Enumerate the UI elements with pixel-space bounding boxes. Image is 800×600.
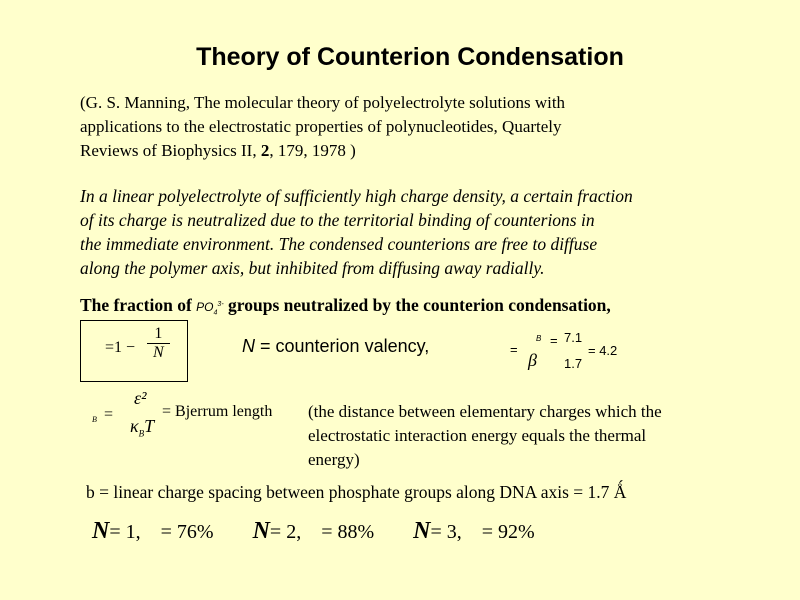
result-n2-val: = 2, [269,521,302,543]
xi-sub: B [536,334,542,343]
reference-line-1: (G. S. Manning, The molecular theory of polyelectrolyte solutions with [80,93,566,112]
fraction-intro-before: The fraction of [80,295,197,315]
fraction-lhs: =1 − [105,339,136,356]
po4-base: PO [196,300,214,314]
xi-mid-eq: = [550,333,558,348]
reference-citation [80,91,565,163]
result-n1-fraction: = 76% [160,521,214,543]
xi-result: = 4.2 [588,343,618,358]
result-n1-var: N [92,518,110,544]
paragraph-line-3: the immediate environment. The condensed counterions are free to diffuse [80,234,598,254]
po4-sup: 3- [217,301,224,308]
fraction-intro-after: groups neutralized by the counterion condensation, [223,295,611,315]
condensation-results [92,518,569,545]
bjerrum-note-line-2: electrostatic interaction energy equals the thermal [308,426,647,445]
bjerrum-fraction-bar [130,410,166,411]
b-definition: b = linear charge spacing between phosphate groups along DNA axis = 1.7 Ǻ [86,482,627,502]
bjerrum-label: = Bjerrum length [162,403,273,420]
result-n2-var: N [252,518,270,544]
bjerrum-sub: B [92,415,97,424]
n-variable: N [242,336,255,356]
result-n1-val: = 1, [109,521,141,543]
xi-den-val: 1.7 [564,356,583,371]
paragraph-line-2: of its charge is neutralized due to the territorial binding of counterions in [80,210,595,230]
fraction-numerator: 1 [147,325,170,344]
reference-line-2: applications to the electrostatic properties of polynucleotides, Quartely [80,117,562,136]
xi-num-val: 7.1 [564,330,583,345]
temperature: T [144,416,155,436]
po4-formula [196,300,224,317]
paragraph-line-1: In a linear polyelectrolyte of sufficiently high charge density, a certain fraction [80,186,633,206]
po4-sub: 4 [213,309,218,317]
n-definition-text: = counterion valency, [255,336,430,356]
kappa-sub: B [138,428,145,439]
result-n2-fraction: = 88% [321,521,375,543]
paragraph-line-4: along the polymer axis, but inhibited from diffusing away radially. [80,258,545,278]
xi-eq: = [510,342,518,357]
fraction-intro [80,295,611,316]
xi-beta: β [528,350,537,370]
reference-volume: 2 [260,141,270,160]
description-paragraph [80,184,633,280]
bjerrum-eq: = [104,406,114,423]
bjerrum-note [308,400,662,472]
result-n3-var: N [413,518,431,544]
kappa: κ [130,416,139,436]
bjerrum-denominator [130,416,154,439]
result-n3-fraction: = 92% [481,521,535,543]
fraction-equation-box [80,320,188,382]
reference-journal: Reviews of Biophysics II, [80,141,261,160]
fraction-denominator: N [153,344,164,361]
slide-title: Theory of Counterion Condensation [196,43,624,71]
bjerrum-note-line-1: (the distance between elementary charges which the [308,402,662,421]
fraction-1-over-n [147,325,170,362]
result-n2 [253,518,375,545]
result-n3 [413,518,535,545]
bjerrum-note-line-3: energy) [308,450,360,469]
reference-pages: , 179, 1978 ) [269,141,356,160]
n-definition [242,336,429,357]
result-n1 [92,518,214,545]
result-n3-val: = 3, [430,521,462,543]
bjerrum-numerator: ε² [134,388,147,408]
reference-line-3 [80,139,565,163]
